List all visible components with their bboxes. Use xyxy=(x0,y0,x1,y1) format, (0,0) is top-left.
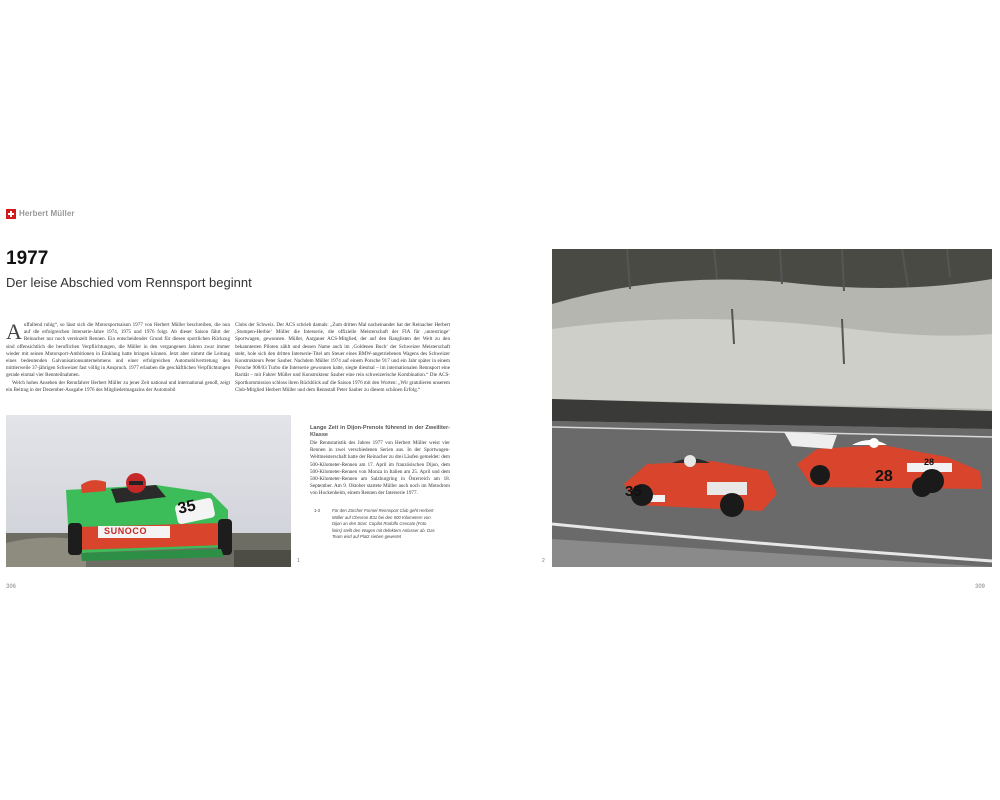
column-1-text: uffallend ruhig“, so lässt sich die Motorsportsaison 1977 von Herbert Müller beschreiben, die nun auf die erfolgreichen Interserie-Jahre 1974, 1975 und 1976 folgt. Ab dieser Saison fährt der Reinacher nur noch vereinzelt Rennen. Ein entscheidender Grund für diesen sportlichen Rückzug sind offensichtlich die beruflichen Verpflichtungen, die Müller in den vergangenen Jahren zwar immer wieder mit seinen Motorsport-Ambitionen in Einklang hatte bringen können. Jetzt aber nimmt die Leitung eines bedeutenden Galvanisationsunternehmens und einer erfolgreichen Automobilvertretung den mittlerweile 37-jährigen Schweizer fast völlig in Anspruch. 1977 erlauben die geschäftlichen Verpflichtungen gerade einmal vier Rennteilnahmen. xyxy=(6,322,230,379)
photo-green-race-car xyxy=(6,415,291,567)
photo-1-label: 1 xyxy=(297,558,300,564)
photo-race-cars-on-track xyxy=(552,249,992,567)
swiss-flag-icon xyxy=(6,209,16,219)
race-track-illustration xyxy=(552,249,992,567)
body-column-2: Clubs der Schweiz. Der ACS schrieb damals: „Zum dritten Mal nacheinander hat der Reinacher Herbert ‚Stumpen-Herbie‘ Müller die Interserie, die offizielle Meisterschaft der FIA für ‚unrestringe‘ Sportwagen, gewonnen. Müller, Aargauer ACS-Mitglied, der auf den Ranglisten der Welt zu den bekanntesten Piloten zählt und dessen Name auch im ‚Goldenen Buch‘ der Schweizer Meisterschaft steht, hole sich den dritten Interserie-Titel am Steuer eines BMW-angetriebenen Wagens des Schweizer Konstrukteurs Peter Sauber. Nachdem Müller 1974 auf einem Porsche 917 und ein Jahr später in einem Porsche 908/03 Turbo die Interserie gewonnen hatte, siegte diesmal – im internationalen Rennsport eine Rarität – mit Fahrer Müller und Konstrukteur Sauber eine rein schweizerische Kombination.“ Die ACS-Sportkommission schloss ihren Rückblick auf die Saison 1976 mit den Worten: „Wir gratulieren unserem Club-Mitglied Herbert Müller und dem Rennstall Peter Sauber zu diesem schönen Erfolg.“ xyxy=(235,322,450,393)
body-column-1 xyxy=(6,319,230,394)
car-number-28: 28 xyxy=(875,468,893,485)
running-header: Herbert Müller xyxy=(19,209,75,218)
section-heading: Lange Zeit in Dijon-Prenois führend in der Zweiliter-Klasse xyxy=(310,425,450,438)
car-number-28-side: 28 xyxy=(924,457,935,467)
sunoco-logo: SUNOCO xyxy=(104,526,148,536)
page-number-right: 309 xyxy=(975,584,986,590)
page-number-left: 306 xyxy=(6,584,17,590)
photo-2-label: 2 xyxy=(542,558,545,564)
car-number-35: 35 xyxy=(176,497,198,518)
column-3-text: Die Rennstatistik des Jahres 1977 von Herbert Müller weist vier Rennen in zwei verschiedenen Serien aus. In der Sportwagen-Weltmeisterschaft hatte der Reinacher zu drei Läufen gemeldet: dem 500-Kilometer-Rennen am 17. April im französischen Dijon, dem 500-Kilometer-Rennen von Monza in Italien am 25. April und dem 500-Kilometer-Rennen am Salzburgring in Österreich am 18. September. Am 9. Oktober startete Müller auch noch im Motodrom von Hockenheim, einem Rennen der Interserie 1977. xyxy=(310,440,450,497)
body-column-3 xyxy=(310,425,450,498)
chapter-year: 1977 xyxy=(6,248,49,269)
column-1-text-2: Welch hohes Ansehen der Rennfahrer Herbert Müller zu jener Zeit national und international genoß, zeigt ein Beitrag in der Dezember-Ausgabe 1976 des Mitgliedermagazins der Automobil xyxy=(6,379,230,393)
drop-cap: A xyxy=(6,319,22,344)
car-number-35-rear: 35 xyxy=(625,483,642,500)
caption-number: 1-2 xyxy=(314,508,321,513)
chapter-subtitle: Der leise Abschied vom Rennsport beginnt xyxy=(6,275,252,290)
green-car-illustration xyxy=(6,415,291,567)
caption-text: Für den Zürcher Formel Rennsport Club geht Herbert Müller auf Chevron B31 bei den 500 Kilometern von Dijon an den Start. Copilot Rodolfo Cescato (Foto links) stellt den Wagen mit defektem Anlasser ab. Das Team wird auf Platz sieben gewertet xyxy=(332,508,435,539)
